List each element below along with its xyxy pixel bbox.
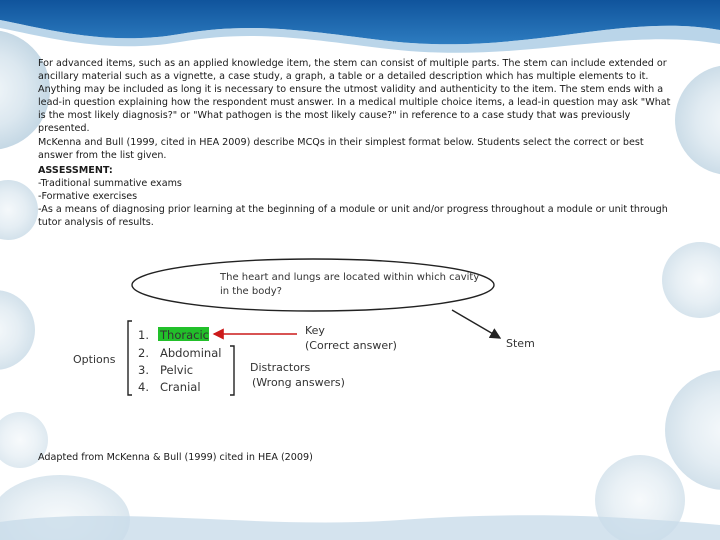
assessment-item: -Traditional summative exams bbox=[38, 178, 182, 190]
option-text: Abdominal bbox=[160, 346, 222, 360]
option-text: Cranial bbox=[160, 380, 201, 394]
stem-paragraph: For advanced items, such as an applied knowledge item, the stem can consist of multiple parts. The stem can include extended or ancillary material such as a vignette, a case study, a graph, a table or a detailed description which has multiple elements to it. Anything may be included as long it is necessary to ensure the utmost validity and authenticity to the item. The stem ends with a lead-in question explaining how the respondent must answer. In a medical multiple choice items, a lead-in question may ask "What is the most likely diagnosis?" or "What pathogen is the most likely cause?" in reference to a case study that was previously presented. bbox=[38, 58, 671, 134]
stem-label: Stem bbox=[506, 337, 535, 350]
key-sublabel: (Correct answer) bbox=[305, 339, 397, 352]
stem-question-line2: in the body? bbox=[220, 286, 282, 297]
mcq-diagram bbox=[42, 245, 594, 423]
mcq-paragraph: McKenna and Bull (1999, cited in HEA 2009) describe MCQs in their simplest format below. Students select the correct or best answer from the list given. bbox=[38, 137, 644, 162]
stem-question-line1: The heart and lungs are located within which cavity bbox=[220, 272, 480, 283]
distractors-bracket bbox=[230, 346, 234, 395]
options-label: Options bbox=[73, 353, 116, 366]
option-text: Pelvic bbox=[160, 363, 194, 377]
figure-caption: Adapted from McKenna & Bull (1999) cited in HEA (2009) bbox=[38, 452, 313, 463]
assessment-item: -Formative exercises bbox=[38, 191, 138, 203]
assessment-heading: ASSESSMENT: bbox=[38, 165, 113, 177]
key-label: Key bbox=[305, 324, 325, 337]
option-number: 1. bbox=[138, 328, 149, 342]
options-bracket bbox=[128, 321, 132, 395]
body-text bbox=[38, 58, 674, 230]
option-number: 2. bbox=[138, 346, 149, 360]
option-number: 4. bbox=[138, 380, 149, 394]
option-text: Thoracic bbox=[160, 328, 209, 342]
stem-ellipse bbox=[132, 259, 494, 311]
assessment-item: -As a means of diagnosing prior learning at the beginning of a module or unit and/or progress throughout a module or unit through tutor analysis of results. bbox=[38, 203, 668, 228]
distractors-label: Distractors bbox=[250, 361, 311, 374]
distractors-sublabel: (Wrong answers) bbox=[252, 376, 345, 389]
stem-arrow bbox=[452, 310, 500, 338]
option-number: 3. bbox=[138, 363, 149, 377]
